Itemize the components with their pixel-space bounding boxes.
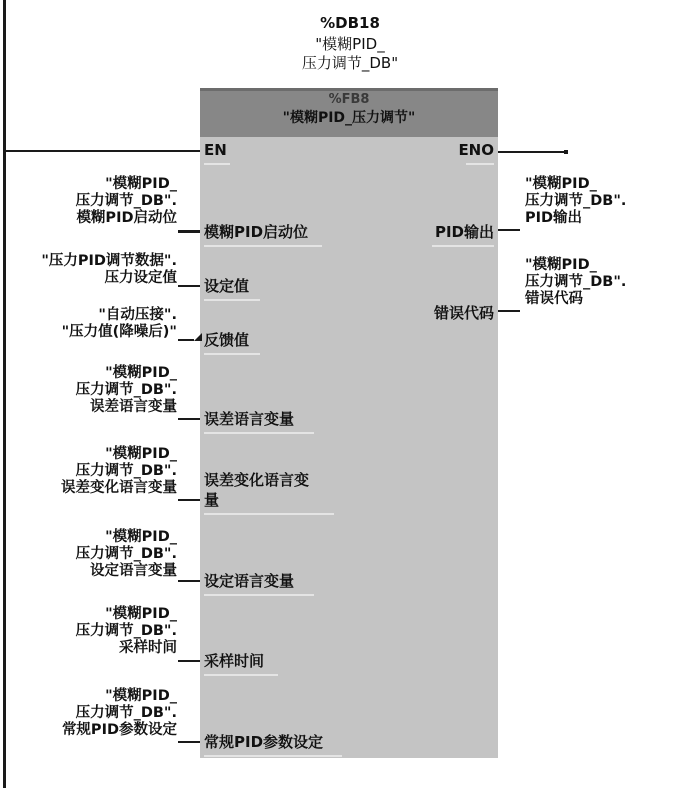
eno-connection-dot: [564, 150, 568, 154]
pin-error-change-ling-underline: [204, 513, 334, 515]
input-wire-error-change-ling: [178, 499, 200, 501]
negation-marker-icon: [194, 333, 202, 341]
input-wire-setpoint: [178, 285, 200, 287]
pin-setpoint-ling-underline: [204, 594, 314, 596]
pin-sample-time-underline: [204, 674, 278, 676]
input-operand-error-change-ling[interactable]: "模糊PID_ 压力调节_DB". 误差变化语言变量: [61, 446, 177, 496]
pin-feedback: 反馈值: [204, 331, 250, 349]
pin-en-underline: [204, 163, 230, 165]
input-operand-pid-params[interactable]: "模糊PID_ 压力调节_DB". 常规PID参数设定: [61, 688, 177, 738]
pin-pid-output: PID输出: [434, 223, 494, 241]
pin-startbit-underline: [204, 245, 322, 247]
output-wire-error-code: [498, 310, 520, 312]
input-wire-sample-time: [178, 660, 200, 662]
instance-db-name-line1[interactable]: "模糊PID_: [315, 35, 385, 53]
pin-eno: ENO: [458, 141, 494, 159]
power-rail: [3, 0, 6, 788]
input-operand-sample-time[interactable]: "模糊PID_ 压力调节_DB". 采样时间: [75, 606, 177, 656]
pin-eno-underline: [466, 163, 494, 165]
pin-sample-time: 采样时间: [204, 652, 265, 670]
pin-startbit: 模糊PID启动位: [204, 223, 309, 241]
input-operand-setpoint[interactable]: "压力PID调节数据". 压力设定值: [41, 253, 177, 286]
input-operand-startbit[interactable]: "模糊PID_ 压力调节_DB". 模糊PID启动位: [75, 176, 177, 226]
input-operand-setpoint-ling[interactable]: "模糊PID_ 压力调节_DB". 设定语言变量: [75, 529, 177, 579]
input-wire-error-ling: [178, 418, 200, 420]
output-operand-error-code[interactable]: "模糊PID_ 压力调节_DB". 错误代码: [525, 257, 627, 307]
pin-setpoint: 设定值: [204, 277, 250, 295]
pin-feedback-underline: [204, 353, 260, 355]
instance-db-name-line2[interactable]: 压力调节_DB": [301, 54, 399, 72]
input-operand-feedback[interactable]: "自动压接". "压力值(降噪后)": [61, 307, 177, 340]
pin-setpoint-ling: 设定语言变量: [204, 572, 295, 590]
function-block-number: %FB8: [328, 92, 370, 107]
pin-pid-params: 常规PID参数设定: [204, 733, 324, 751]
output-operand-pid-output[interactable]: "模糊PID_ 压力调节_DB". PID输出: [525, 176, 627, 226]
eno-wire[interactable]: [498, 151, 566, 153]
input-operand-error-ling[interactable]: "模糊PID_ 压力调节_DB". 误差语言变量: [75, 365, 177, 415]
output-wire-pid-output: [498, 229, 520, 231]
input-wire-pid-params: [178, 741, 200, 743]
pin-en: EN: [204, 141, 227, 159]
pin-pid-params-underline: [204, 755, 342, 757]
function-block-header[interactable]: [200, 88, 498, 137]
pin-error-ling: 误差语言变量: [204, 410, 295, 428]
instance-db-number[interactable]: %DB18: [320, 14, 380, 32]
input-wire-feedback: [178, 339, 194, 341]
pin-setpoint-underline: [204, 299, 260, 301]
input-wire-setpoint-ling: [178, 580, 200, 582]
function-block-name: "模糊PID_压力调节": [282, 110, 416, 126]
en-wire[interactable]: [6, 150, 200, 152]
pin-error-ling-underline: [204, 432, 314, 434]
input-wire-startbit: [178, 230, 200, 233]
pin-error-code: 错误代码: [433, 304, 494, 322]
pin-error-change-ling: 误差变化语言变 量: [204, 471, 310, 509]
pin-pid-output-underline: [432, 245, 494, 247]
